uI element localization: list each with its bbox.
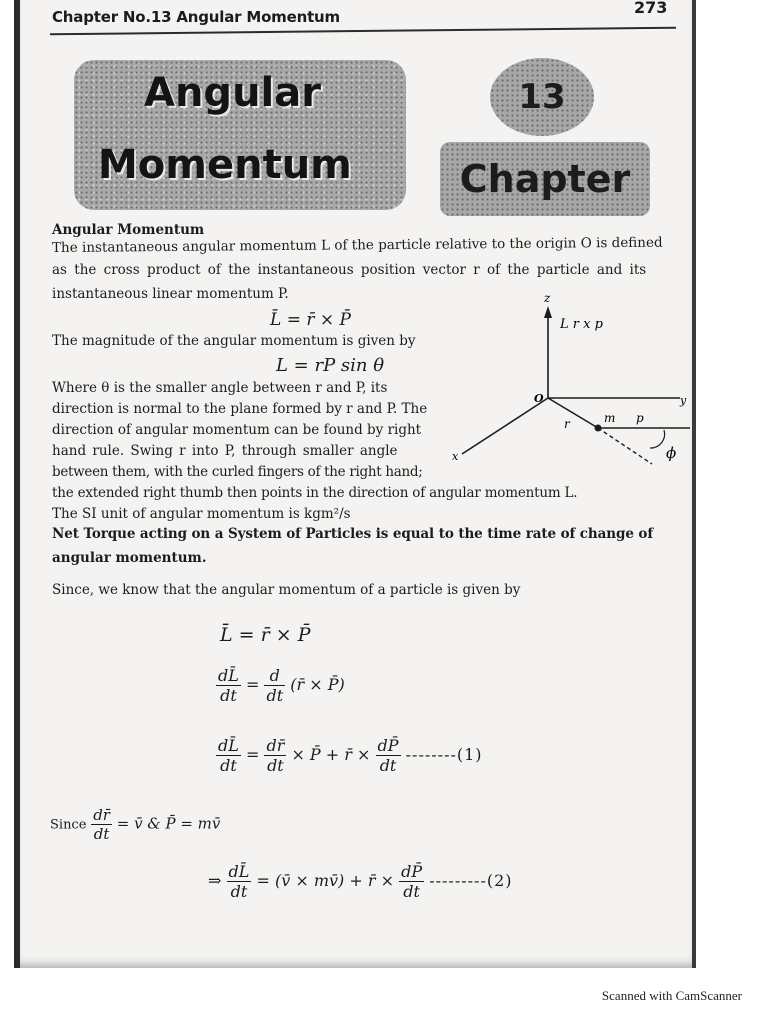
eq5-dt: dt xyxy=(267,756,284,775)
position-vector xyxy=(548,398,598,428)
title-banner xyxy=(74,60,406,210)
header-rule xyxy=(50,27,676,36)
section2-heading-line1: Net Torque acting on a System of Particles is equal to the time rate of change of xyxy=(52,526,654,542)
eq6-tag: ---------(2) xyxy=(429,871,513,890)
eq5-numerator: dL̄ xyxy=(218,736,239,755)
para-line: direction is normal to the plane formed by r and P. The xyxy=(52,401,428,417)
para-line: hand rule. Swing r into P, through smaller angle xyxy=(52,443,398,459)
phi-label: ϕ xyxy=(666,444,677,462)
intro-line: Since, we know that the angular momentum of a particle is given by xyxy=(52,582,521,598)
angular-momentum-diagram xyxy=(440,288,690,488)
para-line: The SI unit of angular momentum is kgm²/s xyxy=(52,506,351,522)
section-heading: Angular Momentum xyxy=(52,222,205,238)
chapter-header: Chapter No.13 Angular Momentum xyxy=(52,8,340,26)
origin-label: O xyxy=(534,392,544,405)
equation-4: $\frac{dL̄}{dt}$ = $\frac{d}{dt}$ (r̄ × P̄) xyxy=(218,666,345,705)
m-label: m xyxy=(604,411,616,425)
eq6-dP: dP̄ xyxy=(401,862,423,881)
page-number: 273 xyxy=(634,0,668,17)
banner-title-line1: Angular xyxy=(144,70,321,116)
vector-label: L r x p xyxy=(560,317,603,332)
r-label: r xyxy=(564,417,570,431)
para-line: direction of angular momentum can be found by right xyxy=(52,422,422,438)
implies-arrow: ⇒ xyxy=(208,871,222,890)
p-label: p xyxy=(636,411,644,425)
eq4-numerator: dL̄ xyxy=(218,666,239,685)
para-line: The instantaneous angular momentum L of the particle relative to the origin O is defined xyxy=(51,234,663,256)
para-line: Where θ is the smaller angle between r and P, its xyxy=(52,380,388,396)
eq5-denominator: dt xyxy=(220,756,237,775)
z-label: z xyxy=(544,291,551,305)
eq5-mid: × P̄ + r̄ × xyxy=(291,745,371,764)
para-line: instantaneous linear momentum P. xyxy=(52,286,289,302)
eq4-rhs: (r̄ × P̄) xyxy=(290,675,345,694)
y-label: y xyxy=(680,394,687,407)
since-rhs: = v̄ & P̄ = mv̄ xyxy=(116,814,221,833)
eq4-denominator: dt xyxy=(220,686,237,705)
eq4-dt: dt xyxy=(266,686,284,705)
scanner-footer: Scanned with CamScanner xyxy=(601,988,742,1003)
x-label: x xyxy=(452,450,459,463)
phi-arc xyxy=(650,430,665,448)
para-line: the extended right thumb then points in the direction of angular momentum L. xyxy=(52,485,578,501)
eq5-dr: dr̄ xyxy=(266,736,285,755)
eq6-numerator: dL̄ xyxy=(228,862,250,881)
eq5-tag: --------(1) xyxy=(405,745,483,764)
scanned-page xyxy=(14,0,696,968)
dashed-extension xyxy=(598,428,652,464)
since-dt: dt xyxy=(93,825,110,843)
banner-title-line2: Momentum xyxy=(98,142,352,188)
x-axis xyxy=(462,398,548,454)
para-line: The magnitude of the angular momentum is given by xyxy=(52,333,416,349)
since-line xyxy=(50,806,220,843)
para-line: between them, with the curled fingers of the right hand; xyxy=(52,464,423,480)
eq5-dP: dP̄ xyxy=(377,736,399,755)
eq6-dt: dt xyxy=(403,882,420,901)
eq6-mid: = (v̄ × mv̄) + r̄ × xyxy=(256,871,394,890)
equation-magnitude: L = rP sin θ xyxy=(276,355,385,376)
equation-3: L̄ = r̄ × P̄ xyxy=(220,624,311,646)
eq5-dt2: dt xyxy=(379,756,397,775)
eq4-d: d xyxy=(264,666,285,686)
chapter-number-badge: 13 xyxy=(490,58,594,136)
since-word: Since xyxy=(50,817,87,833)
section2-heading-line2: angular momentum. xyxy=(52,550,207,566)
since-dr: dr̄ xyxy=(93,806,110,824)
equation-5: $\frac{dL̄}{dt}$ = $\frac{dr̄}{dt}$ × P̄ + r̄ × $\frac{dP̄}{dt}$ --------(1) xyxy=(218,736,483,775)
eq6-denominator: dt xyxy=(230,882,248,901)
z-arrow-head xyxy=(544,306,552,318)
equation-6 xyxy=(208,862,513,901)
chapter-word-badge: Chapter xyxy=(440,142,650,216)
equation-l-cross: L̄ = r̄ × P̄ xyxy=(270,310,351,330)
para-line: as the cross product of the instantaneous position vector r of the particle and its xyxy=(52,262,647,278)
